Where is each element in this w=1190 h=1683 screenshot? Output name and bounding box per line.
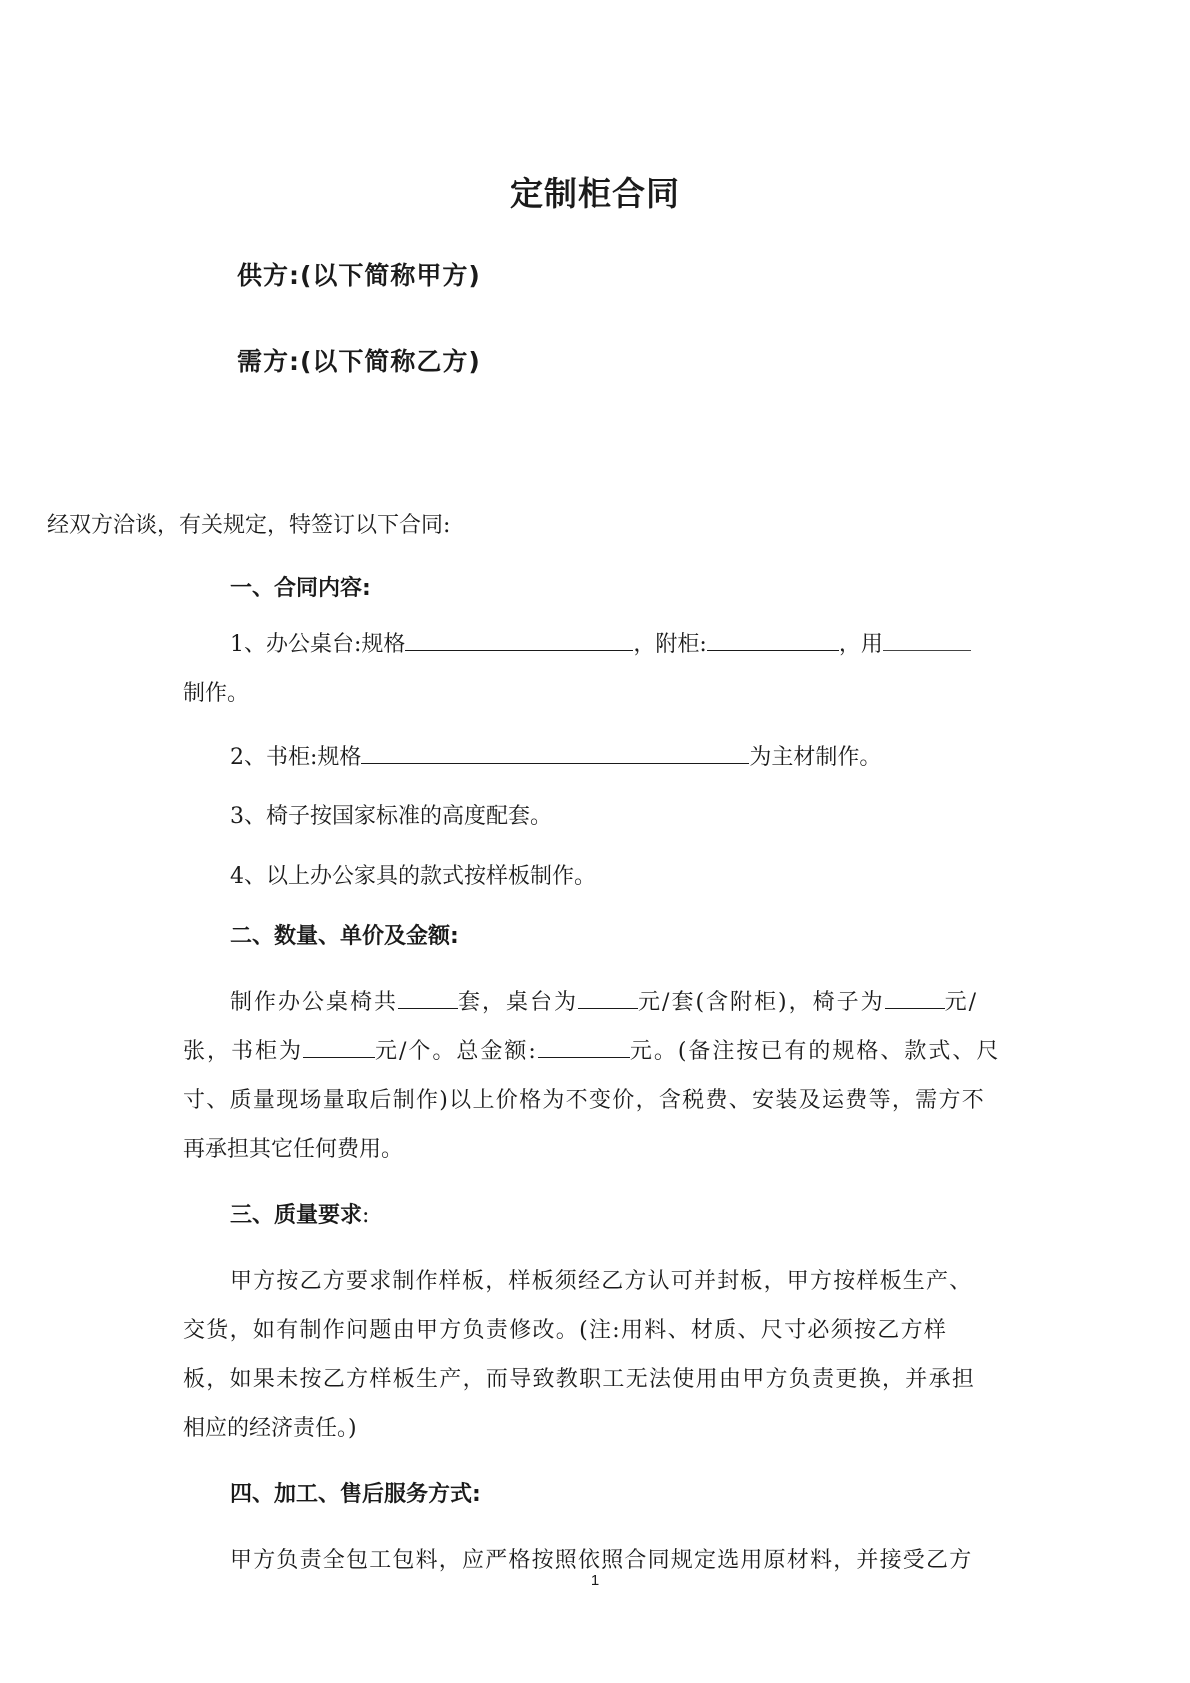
- section2-heading: 二、数量、单价及金额:: [230, 924, 459, 949]
- section2-line1: [230, 985, 978, 1016]
- section3-heading-line: [230, 1198, 369, 1229]
- item1-cabinet-label: ，附柜:: [633, 632, 707, 657]
- section2-line3: 寸、质量现场量取后制作)以上价格为不变价，含税费、安装及运费等，需方不: [183, 1088, 986, 1113]
- section4-line1: 甲方负责全包工包料，应严格按照依照合同规定选用原材料，并接受乙方: [230, 1548, 973, 1573]
- total-label: 元/个。总金额:: [375, 1039, 538, 1064]
- item1-continuation: 制作。: [183, 681, 250, 706]
- section3-line2: 交货，如有制作问题由甲方负责修改。(注:用料、材质、尺寸必须按乙方样: [183, 1318, 948, 1343]
- item4-line: 4、以上办公家具的款式按样板制作。: [230, 864, 596, 889]
- document-title: 定制柜合同: [510, 174, 680, 213]
- page-number: 1: [590, 1572, 600, 1589]
- buyer-line: 需方:(以下简称乙方): [237, 347, 481, 376]
- supplier-line: 供方:(以下简称甲方): [237, 261, 481, 290]
- desk-price-label: 套，桌台为: [458, 990, 579, 1015]
- section1-heading: 一、合同内容:: [230, 576, 371, 601]
- item1-label: 1、办公桌台:规格: [230, 632, 406, 657]
- bookcase-spec-blank[interactable]: [361, 741, 749, 764]
- item3-line: 3、椅子按国家标准的高度配套。: [230, 804, 552, 829]
- cabinet-blank[interactable]: [707, 628, 839, 651]
- section3-heading: 三、质量要求: [230, 1203, 363, 1228]
- chair-unit: 元/: [944, 990, 979, 1015]
- desk-price-blank[interactable]: [578, 986, 638, 1009]
- material-blank[interactable]: [883, 628, 971, 651]
- item2-line: [230, 740, 881, 771]
- section2-line2: [183, 1034, 1000, 1065]
- item1-line: [230, 627, 971, 658]
- spec-blank[interactable]: [405, 628, 633, 651]
- section2-note: 元。(备注按已有的规格、款式、尺: [629, 1039, 1001, 1064]
- qty-label: 制作办公桌椅共: [230, 990, 399, 1015]
- item2-suffix: 为主材制作。: [749, 745, 882, 770]
- qty-blank[interactable]: [398, 986, 458, 1009]
- item1-material-label: ，用: [838, 632, 883, 657]
- section3-line1: 甲方按乙方要求制作样板，样板须经乙方认可并封板，甲方按样板生产、: [230, 1269, 973, 1294]
- item2-label: 2、书柜:规格: [230, 745, 362, 770]
- bookcase-price-blank[interactable]: [303, 1035, 375, 1058]
- bookcase-price-label: 张，书柜为: [183, 1039, 304, 1064]
- total-blank[interactable]: [538, 1035, 630, 1058]
- section3-line3: 板，如果未按乙方样板生产，而导致教职工无法使用由甲方负责更换，并承担: [183, 1367, 976, 1392]
- section3-line4: 相应的经济责任。): [183, 1416, 357, 1441]
- chair-price-label: 元/套(含附柜)，椅子为: [638, 990, 885, 1015]
- intro-line: 经双方洽谈，有关规定，特签订以下合同:: [47, 513, 451, 538]
- section2-line4: 再承担其它任何费用。: [183, 1137, 404, 1162]
- section3-colon: :: [362, 1203, 370, 1228]
- chair-price-blank[interactable]: [885, 986, 945, 1009]
- section4-heading: 四、加工、售后服务方式:: [230, 1482, 481, 1507]
